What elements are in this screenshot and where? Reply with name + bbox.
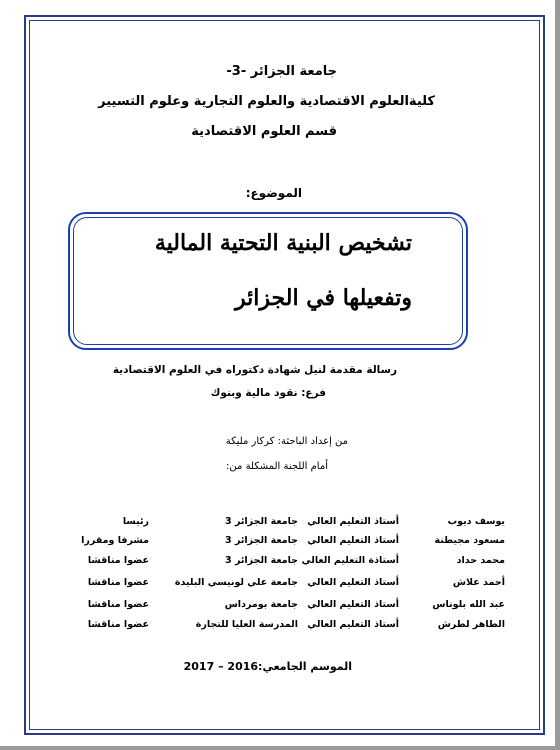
- member-name: محمد حداد: [456, 555, 505, 566]
- member-rank: أستاذ التعليم العالي: [307, 577, 399, 588]
- thesis-title-line2: وتفعيلها في الجزائر: [235, 285, 412, 311]
- thesis-description: رسالة مقدمة لنيل شهادة دكتوراه في العلوم الاقتصادية: [112, 364, 397, 376]
- member-institution: جامعة الجزائر 3: [225, 516, 298, 527]
- member-name: يوسف ديوب: [447, 516, 505, 527]
- member-rank: أستاذ التعليم العالي: [307, 619, 399, 630]
- page-edge-right: [555, 0, 560, 750]
- member-role: عضوا مناقشا: [87, 555, 149, 566]
- member-name: عبد الله بلوناس: [432, 599, 505, 610]
- member-institution: جامعة بومرداس: [224, 599, 298, 610]
- member-role: عضوا مناقشا: [87, 599, 149, 610]
- faculty-name: كليةالعلوم الاقتصادية والعلوم التجارية وعلوم التسيير: [98, 94, 435, 109]
- member-institution: جامعة الجزائر 3: [225, 555, 298, 566]
- page-edge-bottom: [0, 746, 560, 750]
- subject-label: الموضوع:: [245, 186, 302, 200]
- member-rank: أستاذ التعليم العالي: [307, 516, 399, 527]
- member-institution: جامعة علي لونيسي البليدة: [174, 577, 298, 588]
- university-name: جامعة الجزائر -3-: [226, 64, 337, 79]
- member-role: عضوا مناقشا: [87, 577, 149, 588]
- member-rank: أستاذة التعليم العالي: [301, 555, 399, 566]
- member-name: أحمد علاش: [452, 577, 505, 588]
- member-role: عضوا مناقشا: [87, 619, 149, 630]
- thesis-title-line1: تشخيص البنية التحتية المالية: [154, 230, 412, 256]
- thesis-branch: فرع: نقود مالية وبنوك: [210, 387, 326, 399]
- member-role: رئيسا: [122, 516, 149, 527]
- member-role: مشرفا ومقررا: [81, 535, 149, 546]
- academic-year: الموسم الجامعي:2016 – 2017: [183, 660, 352, 673]
- member-rank: أستاذ التعليم العالي: [307, 535, 399, 546]
- author-line: من إعداد الباحثة: كركار مليكة: [225, 436, 348, 447]
- member-institution: المدرسة العليا للتجارة: [195, 619, 298, 630]
- member-name: الطاهر لطرش: [437, 619, 505, 630]
- member-rank: أستاذ التعليم العالي: [307, 599, 399, 610]
- department-name: قسم العلوم الاقتصادية: [191, 124, 337, 139]
- member-name: مسعود مجيطنة: [434, 535, 505, 546]
- member-institution: جامعة الجزائر 3: [225, 535, 298, 546]
- committee-intro: أمام اللجنة المشكلة من:: [226, 461, 328, 472]
